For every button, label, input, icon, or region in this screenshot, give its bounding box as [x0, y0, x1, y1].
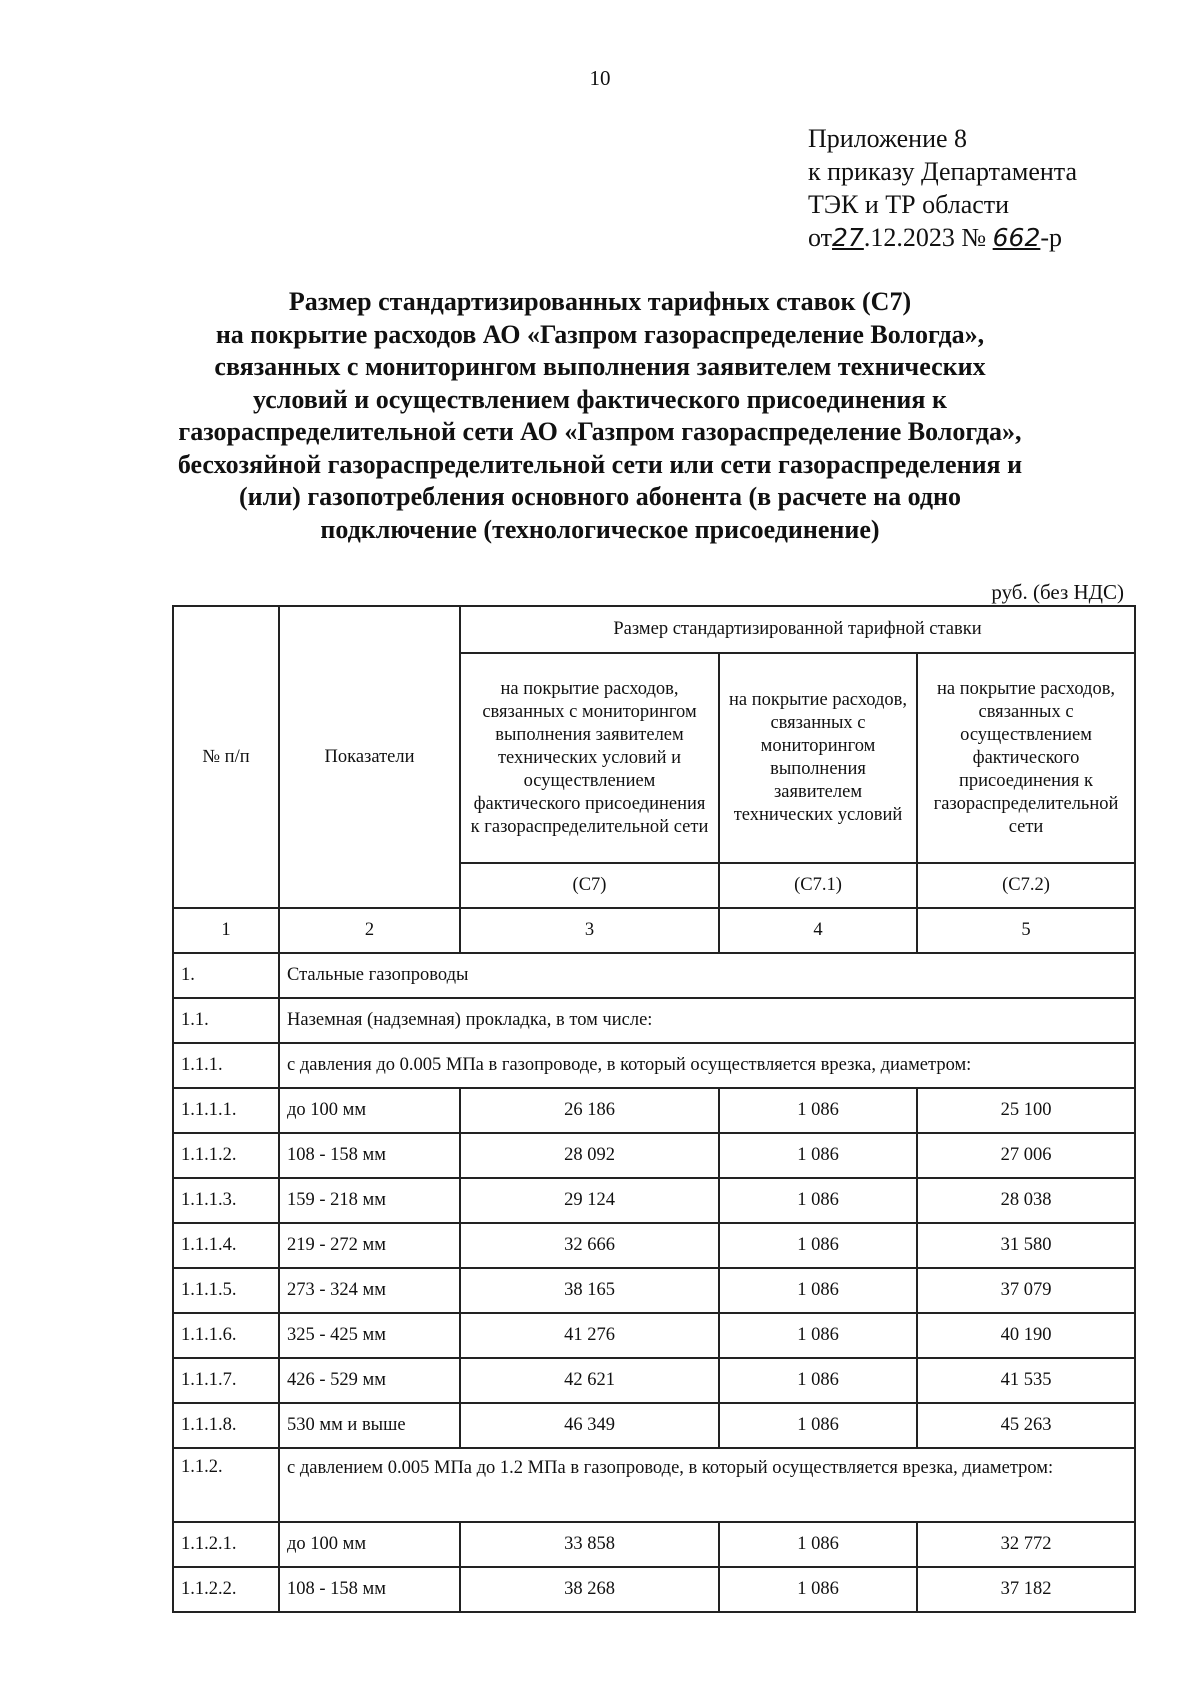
header-group: Размер стандартизированной тарифной ставки: [460, 606, 1135, 653]
value-c7: 33 858: [460, 1522, 719, 1567]
value-c71: 1 086: [719, 1567, 917, 1612]
title-line: условий и осуществлением фактического присоединения к: [253, 384, 947, 414]
value-c7: 28 092: [460, 1133, 719, 1178]
table-row: [173, 1088, 1135, 1133]
value-c71: 1 086: [719, 1313, 917, 1358]
table-row: [173, 1313, 1135, 1358]
annex-block: [808, 122, 1077, 254]
table-row: [173, 1133, 1135, 1178]
row-label: 108 - 158 мм: [279, 1567, 460, 1612]
date-rest: .12.2023 №: [863, 223, 987, 252]
table-row: [173, 1178, 1135, 1223]
value-c7: 46 349: [460, 1403, 719, 1448]
annex-date-line: [808, 221, 1077, 254]
row-label: 108 - 158 мм: [279, 1133, 460, 1178]
units-label: руб. (без НДС): [991, 580, 1124, 604]
column-number: 2: [279, 908, 460, 953]
header-desc-c7: на покрытие расходов, связанных с мониторингом выполнения заявителем технических условий и осуществлением фактического присоединения к газораспределительной сети: [460, 653, 719, 863]
annex-line: к приказу Департамента: [808, 157, 1078, 186]
row-num: 1.1.1.8.: [173, 1403, 279, 1448]
row-num: 1.1.1.7.: [173, 1358, 279, 1403]
row-label: 159 - 218 мм: [279, 1178, 460, 1223]
order-suffix: -р: [1040, 223, 1063, 252]
row-num: 1.1.1.3.: [173, 1178, 279, 1223]
date-day-handwritten: 27: [832, 223, 864, 252]
section-row: [173, 953, 1135, 998]
row-num: 1.1.1.5.: [173, 1268, 279, 1313]
value-c72: 32 772: [917, 1522, 1135, 1567]
title-line: Размер стандартизированных тарифных ставок (С7): [288, 287, 912, 316]
title-line: на покрытие расходов АО «Газпром газораспределение Вологда»,: [215, 319, 985, 349]
section-row: [173, 998, 1135, 1043]
header-desc-c71: на покрытие расходов, связанных с мониторингом выполнения заявителем технических условий: [719, 653, 917, 863]
section-label: с давления до 0.005 МПа в газопроводе, в который осуществляется врезка, диаметром:: [279, 1043, 1135, 1088]
value-c7: 29 124: [460, 1178, 719, 1223]
value-c7: 38 165: [460, 1268, 719, 1313]
column-number: 3: [460, 908, 719, 953]
title-line: бесхозяйной газораспределительной сети или сети газораспределения и: [177, 449, 1023, 479]
section-label: с давлением 0.005 МПа до 1.2 МПа в газопроводе, в который осуществляется врезка, диаметром:: [279, 1448, 1135, 1522]
column-number: 4: [719, 908, 917, 953]
row-num: 1.1.: [173, 998, 279, 1043]
title-line: подключение (технологическое присоединение): [320, 514, 880, 544]
value-c71: 1 086: [719, 1178, 917, 1223]
value-c71: 1 086: [719, 1403, 917, 1448]
row-num: 1.1.1.4.: [173, 1223, 279, 1268]
value-c71: 1 086: [719, 1133, 917, 1178]
value-c7: 41 276: [460, 1313, 719, 1358]
header-indicator: Показатели: [279, 606, 460, 908]
page-number: 10: [589, 66, 611, 90]
column-number: 1: [173, 908, 279, 953]
row-label: 426 - 529 мм: [279, 1358, 460, 1403]
table-row: [173, 1268, 1135, 1313]
value-c72: 27 006: [917, 1133, 1135, 1178]
value-c7: 26 186: [460, 1088, 719, 1133]
title-line: (или) газопотребления основного абонента (в расчете на одно: [238, 482, 962, 511]
row-num: 1.: [173, 953, 279, 998]
section-row: [173, 1448, 1135, 1522]
order-number-handwritten: 662: [992, 223, 1041, 252]
row-label: до 100 мм: [279, 1522, 460, 1567]
value-c71: 1 086: [719, 1358, 917, 1403]
value-c72: 41 535: [917, 1358, 1135, 1403]
value-c72: 28 038: [917, 1178, 1135, 1223]
title-line: связанных с мониторингом выполнения заявителем технических: [214, 352, 986, 381]
value-c72: 37 182: [917, 1567, 1135, 1612]
value-c71: 1 086: [719, 1522, 917, 1567]
title-line: газораспределительной сети АО «Газпром газораспределение Вологда»,: [178, 417, 1022, 446]
table-row: [173, 1223, 1135, 1268]
row-num: 1.1.1.2.: [173, 1133, 279, 1178]
header-code-c7: (С7): [460, 863, 719, 908]
table-row: [173, 1358, 1135, 1403]
value-c71: 1 086: [719, 1088, 917, 1133]
header-desc-c72: на покрытие расходов, связанных с осуществлением фактического присоединения к газораспределительной сети: [917, 653, 1135, 863]
section-label: Наземная (надземная) прокладка, в том числе:: [279, 998, 1135, 1043]
value-c72: 37 079: [917, 1268, 1135, 1313]
row-num: 1.1.2.1.: [173, 1522, 279, 1567]
header-num: № п/п: [173, 606, 279, 908]
value-c71: 1 086: [719, 1223, 917, 1268]
date-prefix: от: [808, 223, 833, 252]
section-row: [173, 1043, 1135, 1088]
section-label: Стальные газопроводы: [279, 953, 1135, 998]
value-c72: 45 263: [917, 1403, 1135, 1448]
value-c7: 38 268: [460, 1567, 719, 1612]
value-c72: 40 190: [917, 1313, 1135, 1358]
table-row: [173, 1403, 1135, 1448]
document-title: [120, 286, 1080, 546]
row-label: 219 - 272 мм: [279, 1223, 460, 1268]
row-num: 1.1.1.6.: [173, 1313, 279, 1358]
column-number: 5: [917, 908, 1135, 953]
row-num: 1.1.2.2.: [173, 1567, 279, 1612]
row-label: 325 - 425 мм: [279, 1313, 460, 1358]
value-c7: 42 621: [460, 1358, 719, 1403]
header-code-c71: (С7.1): [719, 863, 917, 908]
row-label: 273 - 324 мм: [279, 1268, 460, 1313]
row-num: 1.1.2.: [173, 1448, 279, 1522]
row-num: 1.1.1.1.: [173, 1088, 279, 1133]
value-c72: 25 100: [917, 1088, 1135, 1133]
table-row: [173, 1522, 1135, 1567]
value-c72: 31 580: [917, 1223, 1135, 1268]
row-label: до 100 мм: [279, 1088, 460, 1133]
value-c71: 1 086: [719, 1268, 917, 1313]
row-label: 530 мм и выше: [279, 1403, 460, 1448]
annex-line: ТЭК и ТР области: [808, 190, 1010, 219]
value-c7: 32 666: [460, 1223, 719, 1268]
header-code-c72: (С7.2): [917, 863, 1135, 908]
table-row: [173, 1567, 1135, 1612]
row-num: 1.1.1.: [173, 1043, 279, 1088]
tariff-table: [172, 605, 1136, 1613]
annex-line: Приложение 8: [808, 124, 968, 153]
